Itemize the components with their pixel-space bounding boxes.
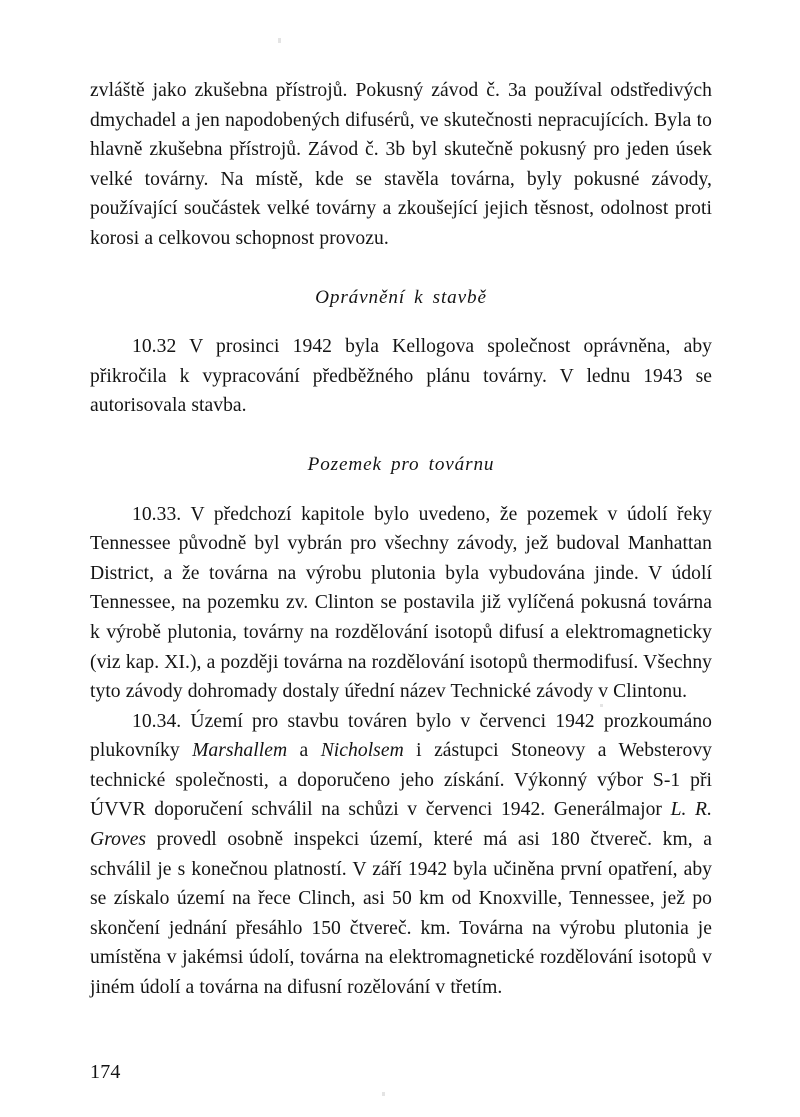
paragraph-10-34-text-1: 10.34. Území pro stavbu továren bylo v červenci 1942 prozkoumáno plukovníky xyxy=(90,710,712,762)
person-name-l-r-groves: L. R. Groves xyxy=(90,799,713,851)
paragraph-10-32: 10.32 V prosinci 1942 byla Kellogova společnost oprávněna, aby přikročila k vypracování předběžného plánu továrny. V lednu 1943 se autorisovala stavba. xyxy=(90,336,712,417)
paragraph-10-33: 10.33. V předchozí kapitole bylo uvedeno, že pozemek v údolí řeky Tennessee původně byl vybrán pro všechny závody, jež budoval Manhattan District, a že továrna na výrobu plutonia byla vybudována jinde. V údolí Tennessee, na pozemku zv. Clinton se postavila již vylíčená pokusná továrna k výrobě plutonia, továrny na rozdělování isotopů difusí a elektromagneticky (viz kap. XI.), a později továrna na rozdělování isotopů thermodifusí. Všechny tyto závody dohromady dostaly úřední název Technické závody v Clintonu. xyxy=(90,503,712,703)
person-name-nicholsem: Nicholsem xyxy=(320,740,404,762)
paragraph-10-34-text-3: i zástupci Stoneovy a Websterovy technické společnosti, a doporučeno jeho získání. Výkonný výbor S-1 při ÚVVR doporučení schválil na schůzi v červenci 1942. Generálmajor xyxy=(90,740,712,821)
paragraph-continuation: zvláště jako zkušebna přístrojů. Pokusný závod č. 3a používal odstředivých dmychadel a jen napodobených difusérů, ve skutečnosti nepracujících. Byla to hlavně zkušebna přístrojů. Závod č. 3b byl skutečně pokusný pro jeden úsek velké továrny. Na místě, kde se stavěla továrna, byly pokusné závody, používající součástek velké továrny a zkoušející jejich těsnost, odolnost proti korosi a celkovou schopnost provozu. xyxy=(90,80,712,249)
spacer xyxy=(90,312,712,332)
page-number: 174 xyxy=(90,1061,121,1083)
paragraph-10-34-text-4: provedl osobně inspekci území, které má asi 180 čtvereč. km, a schválil je s konečnou platností. V září 1942 byla učiněna první opatření, aby se získalo území na řece Clinch, asi 50 km od Knoxville, Tennessee, jež po skončení jednání přesáhlo 150 čtvereč. km. Továrna na výrobu plutonia je umístěna v jakémsi údolí, továrna na elektromagnetické rozdělování isotopů v jiném údolí a továrna na difusní rozělování v třetím. xyxy=(90,829,712,999)
text-column xyxy=(90,76,712,1003)
section-heading-pozemek-pro-tovarnu: Pozemek pro továrnu xyxy=(307,453,495,475)
spacer xyxy=(90,421,712,450)
person-name-marshallem: Marshallem xyxy=(192,740,288,762)
paragraph-10-34-text-2: a xyxy=(287,740,321,762)
spacer xyxy=(90,254,712,283)
scan-speck xyxy=(382,1092,385,1096)
scan-speck xyxy=(278,38,281,43)
section-heading-opravneni-k-stavbe: Oprávnění k stavbě xyxy=(315,286,487,308)
paragraph-10-34 xyxy=(90,707,712,1003)
spacer xyxy=(90,480,712,500)
